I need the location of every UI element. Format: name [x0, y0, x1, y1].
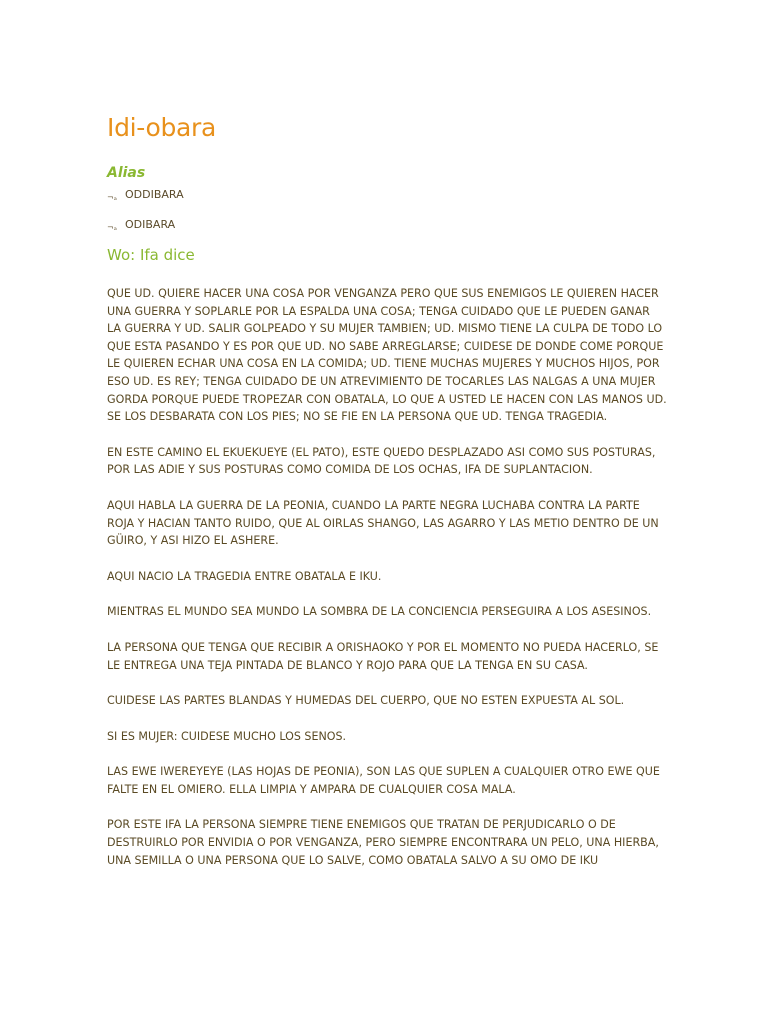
body-text	[107, 285, 667, 869]
bullet-icon: ¬ₐ	[107, 193, 117, 202]
paragraph: SI ES MUJER: CUIDESE MUCHO LOS SENOS.	[107, 729, 347, 743]
alias-heading: Alias	[107, 165, 146, 181]
paragraph: MIENTRAS EL MUNDO SEA MUNDO LA SOMBRA DE LA CONCIENCIA PERSEGUIRA A LOS ASESINOS.	[107, 605, 652, 619]
paragraph: EN ESTE CAMINO EL EKUEKUEYE (EL PATO), ESTE QUEDO DESPLAZADO ASI COMO SUS POSTURAS, POR LAS ADIE Y SUS POSTURAS COMO COMIDA DE LOS OCHAS, IFA DE SUPLANTACION.	[107, 445, 656, 477]
document-page	[107, 112, 667, 887]
page-title: Idi-obara	[107, 113, 217, 142]
bullet-icon: ¬ₐ	[107, 223, 117, 232]
paragraph: LAS EWE IWEREYEYE (LAS HOJAS DE PEONIA), SON LAS QUE SUPLEN A CUALQUIER OTRO EWE QUE FALTE EN EL OMIERO. ELLA LIMPIA Y AMPARA DE CUALQUIER COSA MALA.	[107, 765, 660, 796]
paragraph: CUIDESE LAS PARTES BLANDAS Y HUMEDAS DEL CUERPO, QUE NO ESTEN EXPUESTA AL SOL.	[107, 694, 625, 708]
paragraph: POR ESTE IFA LA PERSONA SIEMPRE TIENE ENEMIGOS QUE TRATAN DE PERJUDICARLO O DE DESTRUIRLO POR ENVIDIA O POR VENGANZA, PERO SIEMPRE ENCONTRARA UN PELO, UNA HIERBA, UNA SEMILLA O UNA PERSONA QUE LO SALVE, COMO OBATALA SALVO A SU OMO DE IKU	[107, 818, 659, 867]
paragraph: QUE UD. QUIERE HACER UNA COSA POR VENGANZA PERO QUE SUS ENEMIGOS LE QUIEREN HACER UNA GUERRA Y SOPLARLE POR LA ESPALDA UNA COSA; TENGA CUIDADO QUE LE PUEDEN GANAR LA GUERRA Y UD. SALIR GOLPEADO Y SU MUJER TAMBIEN; UD. MISMO TIENE LA CULPA DE TODO LO QUE ESTA PASANDO Y ES POR QUE UD. NO SABE ARREGLARSE; CUIDESE DE DONDE COME PORQUE LE QUIEREN ECHAR UNA COSA EN LA COMIDA; UD. TIENE MUCHAS MUJERES Y MUCHOS HIJOS, POR ESO UD. ES REY; TENGA CUIDADO DE UN ATREVIMIENTO DE TOCARLES LAS NALGAS A UNA MUJER GORDA PORQUE PUEDE TROPEZAR CON OBATALA, LO QUE A USTED LE HACEN CON LAS MANOS UD. SE LOS DESBARATA CON LOS PIES; NO SE FIE EN LA PERSONA QUE UD. TENGA TRAGEDIA.	[107, 287, 667, 424]
paragraph: AQUI HABLA LA GUERRA DE LA PEONIA, CUANDO LA PARTE NEGRA LUCHABA CONTRA LA PARTE ROJA Y HACIAN TANTO RUIDO, QUE AL OIRLAS SHANGO, LAS AGARRO Y LAS METIO DENTRO DE UN GÜIRO, Y ASI HIZO EL ASHERE.	[107, 498, 659, 548]
alias-item	[107, 218, 667, 232]
alias-label: ODDIBARA	[125, 188, 184, 201]
alias-item	[107, 188, 667, 202]
alias-list	[107, 188, 667, 232]
alias-label: ODIBARA	[125, 218, 176, 231]
paragraph: AQUI NACIO LA TRAGEDIA ENTRE OBATALA E IKU.	[107, 569, 382, 583]
paragraph: LA PERSONA QUE TENGA QUE RECIBIR A ORISHAOKO Y POR EL MOMENTO NO PUEDA HACERLO, SE LE ENTREGA UNA TEJA PINTADA DE BLANCO Y ROJO PARA QUE LA TENGA EN SU CASA.	[107, 640, 659, 672]
section-heading: Wo: Ifa dice	[107, 246, 195, 264]
